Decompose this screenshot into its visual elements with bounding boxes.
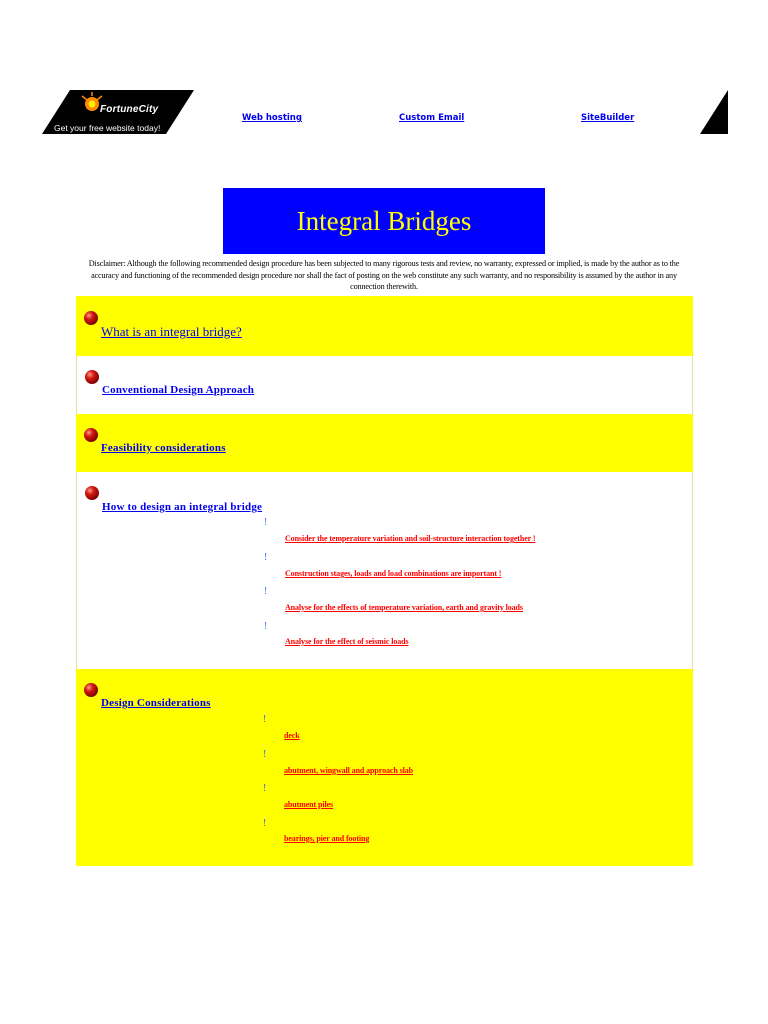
red-ball-bullet-icon (85, 486, 99, 500)
sitebuilder-link[interactable]: SiteBuilder (581, 113, 635, 123)
section-link-conventional-design[interactable]: Conventional Design Approach (102, 384, 255, 396)
section-row (76, 356, 693, 414)
section-link-design-considerations[interactable]: Design Considerations (101, 697, 211, 709)
section-link-how-to-design[interactable]: How to design an integral bridge (102, 501, 263, 513)
sub-item-marker-icon: ! (263, 783, 267, 794)
logo-tagline: Get your free website today! (54, 123, 161, 133)
sub-link-analyse-temperature[interactable]: Analyse for the effects of temperature variation, earth and gravity loads (285, 603, 523, 612)
sub-item-marker-icon: ! (264, 586, 268, 597)
sub-link-bearings-pier[interactable]: bearings, pier and footing (284, 834, 370, 843)
section-link-what-is-integral-bridge[interactable]: What is an integral bridge? (101, 324, 242, 339)
sub-link-deck[interactable]: deck (284, 731, 300, 740)
section-row (76, 296, 693, 356)
sub-link-construction-stages[interactable]: Construction stages, loads and load combinations are important ! (285, 569, 502, 578)
sub-link-temperature-soil[interactable]: Consider the temperature variation and soil-structure interaction together ! (285, 534, 536, 543)
section-row (76, 414, 693, 472)
page-title: Integral Bridges (296, 205, 472, 236)
logo-brand-text: FortuneCity (100, 104, 159, 115)
fortunecity-logo[interactable] (42, 90, 194, 134)
sub-item-marker-icon: ! (264, 552, 268, 563)
page-title-box (223, 188, 545, 254)
red-ball-bullet-icon (84, 311, 98, 325)
web-hosting-link[interactable]: Web hosting (242, 113, 302, 123)
red-ball-bullet-icon (85, 370, 99, 384)
section-link-feasibility[interactable]: Feasibility considerations (101, 442, 226, 454)
top-banner (0, 0, 768, 160)
sub-link-abutment-wingwall[interactable]: abutment, wingwall and approach slab (284, 766, 413, 775)
red-ball-bullet-icon (84, 428, 98, 442)
disclaimer-text: Disclaimer: Although the following recommended design procedure has been subjected to many rigorous tests and review, no warranty, expressed or implied, is made by the author as to the accuracy and functioning of the recommended design procedure nor shall the fact of posting on the web constitute any such warranty, and no responsibility is assumed by the author in any connection therewith. (88, 259, 680, 291)
custom-email-link[interactable]: Custom Email (399, 113, 465, 123)
banner-corner-triangle (700, 90, 728, 134)
sub-item-marker-icon: ! (264, 621, 268, 632)
sub-item-marker-icon: ! (263, 749, 267, 760)
sub-item-marker-icon: ! (263, 818, 267, 829)
red-ball-bullet-icon (84, 683, 98, 697)
sub-item-marker-icon: ! (264, 517, 268, 528)
sub-link-abutment-piles[interactable]: abutment piles (284, 800, 334, 809)
sub-link-analyse-seismic[interactable]: Analyse for the effect of seismic loads (285, 637, 409, 646)
contents-table (76, 296, 693, 866)
section-row (76, 669, 693, 866)
section-row (76, 472, 693, 669)
sub-item-marker-icon: ! (263, 714, 267, 725)
